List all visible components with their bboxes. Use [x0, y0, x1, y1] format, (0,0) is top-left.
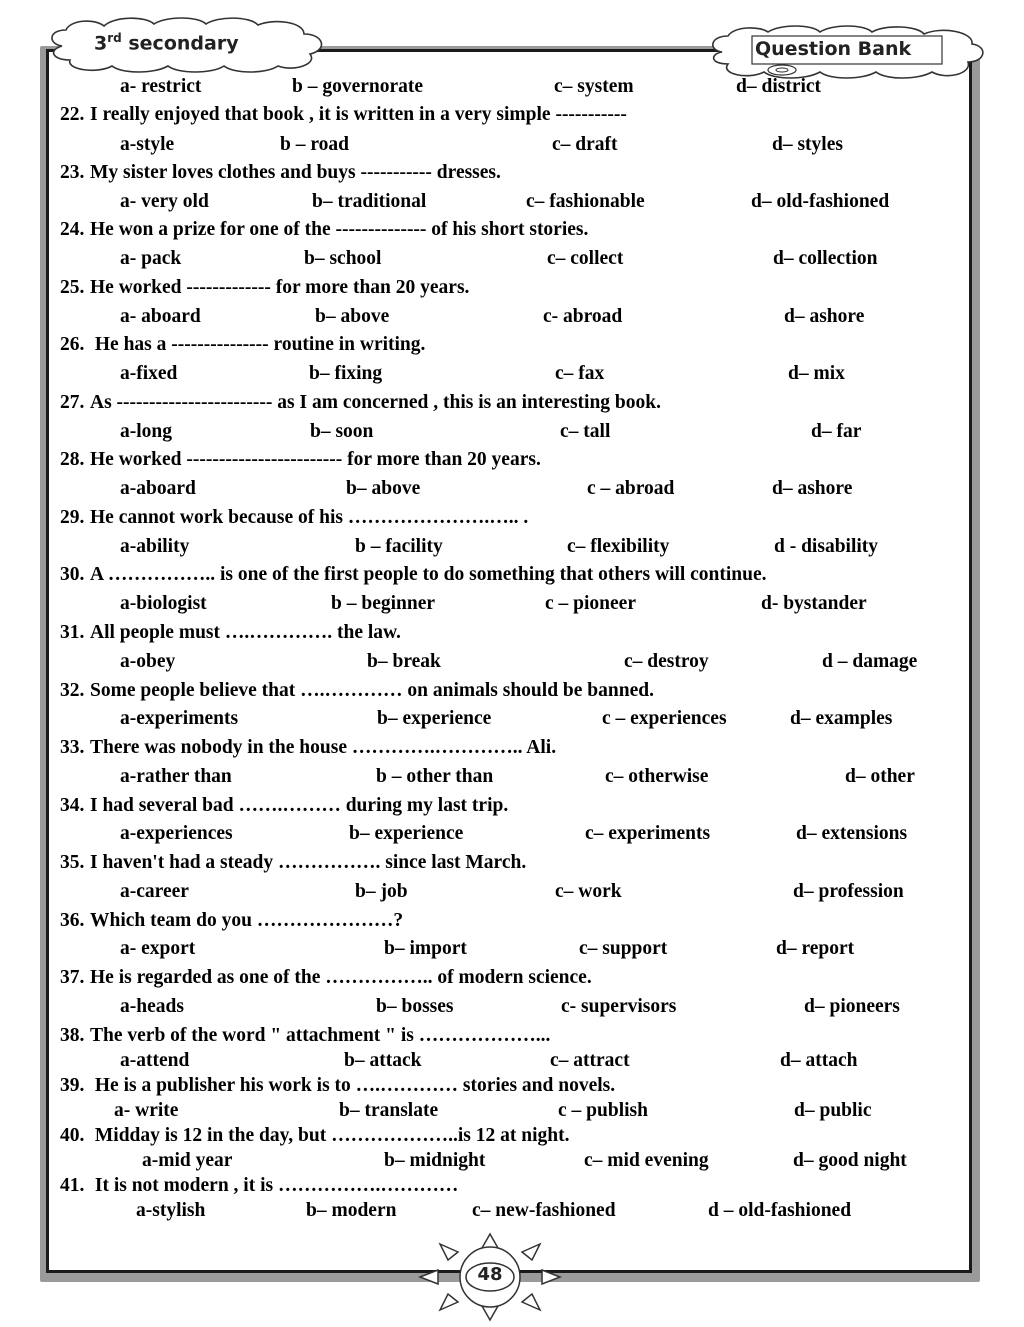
answer-option-b: b – beginner — [331, 593, 436, 614]
header-left-title: 3rd secondary — [94, 31, 239, 55]
answer-option-b: b– above — [346, 478, 421, 499]
answer-option-b: b – governorate — [292, 76, 424, 97]
page-number: 48 — [477, 1264, 503, 1285]
answer-option-d: d - disability — [774, 536, 879, 557]
question-stem — [60, 910, 403, 932]
question-number: 26. — [60, 334, 85, 355]
question-number: 22. — [60, 104, 85, 125]
answer-option-b: b– attack — [344, 1050, 422, 1071]
answer-option-c: c– fashionable — [526, 191, 645, 212]
question-stem — [60, 967, 592, 989]
answer-option-b: b– import — [384, 938, 467, 959]
question-stem — [60, 392, 661, 414]
answer-option-a: a-stylish — [136, 1200, 206, 1221]
question-stem — [60, 1125, 569, 1147]
answer-option-d: d– old-fashioned — [751, 191, 890, 212]
question-stem — [60, 277, 469, 299]
question-number: 23. — [60, 162, 85, 183]
answer-option-b: b– job — [355, 881, 408, 902]
question-number: 25. — [60, 277, 85, 298]
answer-option-d: d – old-fashioned — [708, 1200, 852, 1221]
question-stem — [60, 564, 767, 586]
question-number: 39. — [60, 1075, 85, 1096]
answer-option-c: c– otherwise — [605, 766, 709, 787]
answer-option-c: c – abroad — [587, 478, 675, 499]
answer-option-b: b– bosses — [376, 996, 454, 1017]
question-stem — [60, 334, 425, 356]
question-number: 24. — [60, 219, 85, 240]
answer-option-a: a-style — [120, 134, 175, 155]
header-right-title: Question Bank — [755, 38, 912, 60]
question-number: 31. — [60, 622, 85, 643]
question-stem — [60, 507, 528, 529]
question-text: It is not modern , it is …………….………… — [90, 1175, 459, 1196]
question-text: He worked ------------- for more than 20 years. — [90, 277, 470, 298]
answer-option-a: a-experiments — [120, 708, 239, 729]
answer-option-a: a-obey — [120, 651, 176, 672]
answer-option-d: d– good night — [793, 1150, 907, 1171]
answer-option-d: d– far — [811, 421, 862, 442]
question-text: He has a --------------- routine in writing. — [90, 334, 426, 355]
answer-option-c: c– mid evening — [584, 1150, 709, 1171]
question-text: As ------------------------ as I am concerned , this is an interesting book. — [90, 392, 661, 413]
answer-option-b: b– translate — [339, 1100, 439, 1121]
answer-option-b: b– midnight — [384, 1150, 486, 1171]
answer-option-a: a-career — [120, 881, 189, 902]
answer-option-d: d– district — [736, 76, 822, 97]
answer-option-c: c– experiments — [585, 823, 711, 844]
question-text: There was nobody in the house ………….………….. Ali. — [90, 737, 557, 758]
answer-option-d: d– extensions — [796, 823, 908, 844]
answer-option-d: d– styles — [772, 134, 843, 155]
answer-option-a: a-aboard — [120, 478, 196, 499]
question-number: 34. — [60, 795, 85, 816]
answer-option-c: c– support — [579, 938, 668, 959]
question-number: 32. — [60, 680, 85, 701]
answer-option-a: a- pack — [120, 248, 182, 269]
question-stem — [60, 1175, 458, 1197]
question-number: 35. — [60, 852, 85, 873]
answer-option-c: c– flexibility — [567, 536, 670, 557]
question-stem — [60, 680, 654, 702]
answer-option-d: d– ashore — [772, 478, 853, 499]
question-text: He is a publisher his work is to ….………… stories and novels. — [90, 1075, 616, 1096]
question-number: 41. — [60, 1175, 85, 1196]
answer-option-b: b– fixing — [309, 363, 383, 384]
answer-option-d: d– mix — [788, 363, 845, 384]
answer-option-c: c– new-fashioned — [472, 1200, 616, 1221]
question-number: 29. — [60, 507, 85, 528]
question-number: 40. — [60, 1125, 85, 1146]
question-text: Midday is 12 in the day, but ………………..is 12 at night. — [90, 1125, 570, 1146]
question-text: A …………….. is one of the first people to do something that others will continue. — [90, 564, 767, 585]
answer-option-c: c– collect — [547, 248, 624, 269]
answer-option-a: a- export — [120, 938, 196, 959]
question-text: He cannot work because of his ………………….….. . — [90, 507, 529, 528]
question-text: I really enjoyed that book , it is written in a very simple ----------- — [90, 104, 627, 125]
answer-option-b: b– experience — [349, 823, 464, 844]
answer-option-a: a-experiences — [120, 823, 233, 844]
question-stem — [60, 852, 526, 874]
answer-option-a: a-rather than — [120, 766, 232, 787]
question-stem — [60, 622, 401, 644]
answer-option-a: a-attend — [120, 1050, 190, 1071]
page-number-badge — [418, 1232, 562, 1322]
answer-option-a: a-mid year — [142, 1150, 233, 1171]
question-stem — [60, 449, 541, 471]
question-number: 37. — [60, 967, 85, 988]
answer-option-b: b – facility — [355, 536, 443, 557]
question-stem — [60, 104, 627, 126]
answer-option-d: d– collection — [773, 248, 878, 269]
answer-option-c: c – pioneer — [545, 593, 636, 614]
answer-option-b: b– experience — [377, 708, 492, 729]
answer-option-b: b– break — [367, 651, 441, 672]
answer-option-d: d– public — [794, 1100, 872, 1121]
answer-option-c: c- supervisors — [561, 996, 677, 1017]
question-number: 27. — [60, 392, 85, 413]
answer-option-b: b– school — [304, 248, 382, 269]
answer-option-c: c– tall — [560, 421, 611, 442]
answer-option-b: b – other than — [376, 766, 494, 787]
answer-option-d: d– attach — [780, 1050, 858, 1071]
answer-option-b: b– traditional — [312, 191, 427, 212]
question-text: I had several bad …….……… during my last trip. — [90, 795, 509, 816]
answer-option-c: c – experiences — [602, 708, 727, 729]
question-stem — [60, 737, 556, 759]
answer-option-c: c – publish — [558, 1100, 648, 1121]
answer-option-c: c– fax — [555, 363, 605, 384]
answer-option-a: a- write — [114, 1100, 179, 1121]
answer-option-a: a-heads — [120, 996, 184, 1017]
question-number: 33. — [60, 737, 85, 758]
question-number: 38. — [60, 1025, 85, 1046]
answer-option-b: b– above — [315, 306, 390, 327]
question-stem — [60, 1075, 615, 1097]
answer-option-d: d– pioneers — [804, 996, 900, 1017]
answer-option-b: b – road — [280, 134, 349, 155]
question-text: Which team do you …………………? — [90, 910, 404, 931]
answer-option-d: d– examples — [790, 708, 893, 729]
answer-option-d: d– profession — [793, 881, 904, 902]
answer-option-a: a- aboard — [120, 306, 201, 327]
answer-option-d: d – damage — [822, 651, 918, 672]
question-stem — [60, 795, 508, 817]
question-stem — [60, 1025, 550, 1047]
answer-option-a: a- restrict — [120, 76, 202, 97]
answer-option-b: b– soon — [310, 421, 374, 442]
answer-option-d: d– ashore — [784, 306, 865, 327]
question-text: He is regarded as one of the …………….. of modern science. — [90, 967, 592, 988]
answer-option-b: b– modern — [306, 1200, 397, 1221]
answer-option-c: c– draft — [552, 134, 618, 155]
question-number: 30. — [60, 564, 85, 585]
question-text: I haven't had a steady ……………. since last March. — [90, 852, 527, 873]
question-stem — [60, 162, 501, 184]
question-stem — [60, 219, 588, 241]
answer-option-c: c– work — [555, 881, 622, 902]
question-text: He worked ------------------------ for more than 20 years. — [90, 449, 541, 470]
question-text: My sister loves clothes and buys ----------- dresses. — [90, 162, 501, 183]
question-text: He won a prize for one of the -------------- of his short stories. — [90, 219, 589, 240]
question-text: Some people believe that ….………… on animals should be banned. — [90, 680, 654, 701]
answer-option-d: d– other — [845, 766, 915, 787]
answer-option-d: d- bystander — [761, 593, 867, 614]
answer-option-a: a-ability — [120, 536, 190, 557]
answer-option-c: c– system — [554, 76, 634, 97]
answer-option-c: c– destroy — [624, 651, 709, 672]
question-text: All people must ….…………. the law. — [90, 622, 401, 643]
question-number: 28. — [60, 449, 85, 470]
question-text: The verb of the word " attachment " is ………………... — [90, 1025, 551, 1046]
answer-option-a: a- very old — [120, 191, 209, 212]
answer-option-c: c– attract — [550, 1050, 630, 1071]
answer-option-a: a-fixed — [120, 363, 178, 384]
question-number: 36. — [60, 910, 85, 931]
answer-option-c: c- abroad — [543, 306, 623, 327]
answer-option-a: a-long — [120, 421, 173, 442]
answer-option-d: d– report — [776, 938, 855, 959]
answer-option-a: a-biologist — [120, 593, 207, 614]
